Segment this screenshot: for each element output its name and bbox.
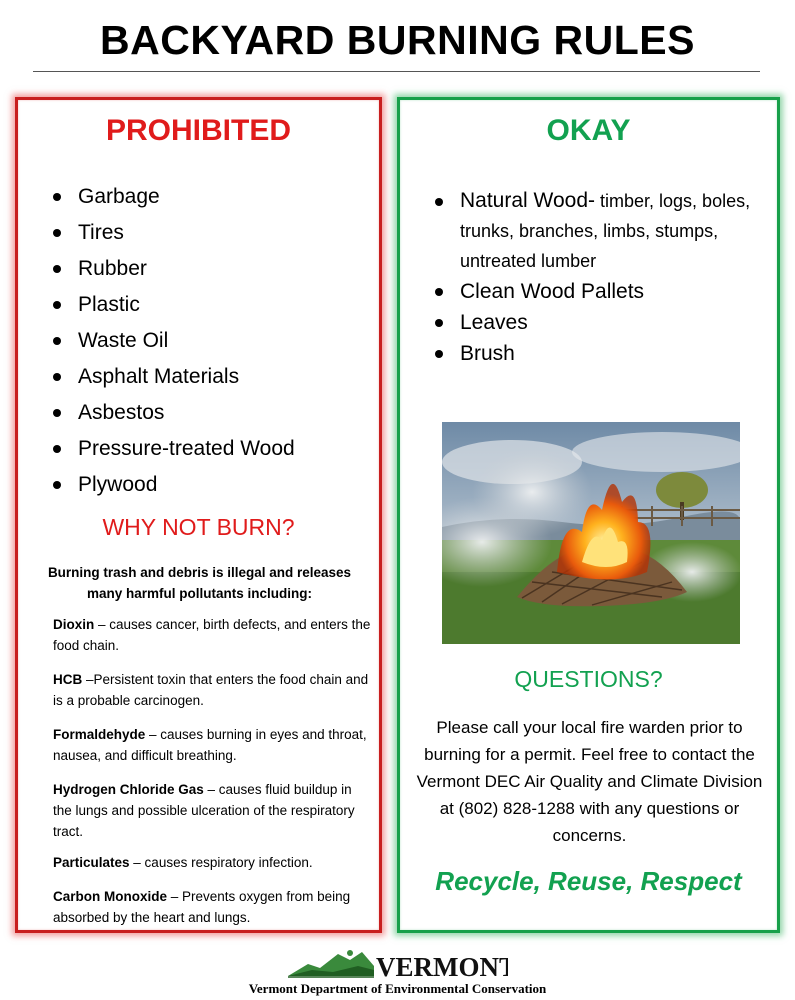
list-item xyxy=(434,307,774,338)
okay-panel xyxy=(397,97,780,933)
list-item xyxy=(434,276,774,307)
list-item: Waste Oil xyxy=(52,323,295,359)
pollutant-carbon-monoxide xyxy=(53,886,373,928)
list-item: Garbage xyxy=(52,179,295,215)
list-item: Plastic xyxy=(52,287,295,323)
pollutant-formaldehyde xyxy=(53,724,373,766)
item-detail: timber, logs, boles, trunks, branches, limbs, stumps, untreated lumber xyxy=(460,191,751,271)
pollutant-desc: – causes cancer, birth defects, and enters the food chain. xyxy=(53,617,371,653)
title-divider xyxy=(33,71,760,72)
prohibited-heading: PROHIBITED xyxy=(105,114,291,147)
pollutant-name: Carbon Monoxide xyxy=(53,889,167,904)
item-main: Leaves xyxy=(460,311,528,334)
brush-fire-photo xyxy=(442,422,740,644)
list-item xyxy=(434,338,774,369)
list-item: Asphalt Materials xyxy=(52,359,295,395)
pollutant-name: HCB xyxy=(53,672,83,687)
list-item: Asbestos xyxy=(52,395,295,431)
pollutant-desc: – causes respiratory infection. xyxy=(129,855,313,870)
item-main: Brush xyxy=(460,342,515,365)
pollutant-dioxin xyxy=(53,614,373,656)
pollutant-hydrogen-chloride xyxy=(53,779,373,842)
footer-org-name: Vermont Department of Environmental Conservation xyxy=(248,981,547,996)
why-not-burn-heading: WHY NOT BURN? xyxy=(102,514,295,540)
item-main: Clean Wood Pallets xyxy=(460,280,645,303)
page-title: BACKYARD BURNING RULES xyxy=(100,17,695,63)
pollutant-name: Dioxin xyxy=(53,617,95,632)
questions-heading: QUESTIONS? xyxy=(514,666,663,692)
pollutant-name: Formaldehyde xyxy=(53,727,146,742)
pollutant-desc: – causes fluid buildup in the lungs and possible ulceration of the respiratory tract. xyxy=(53,782,355,839)
prohibited-panel xyxy=(15,97,382,933)
logo-text: VERMONT xyxy=(376,952,508,980)
pollutant-desc: – Prevents oxygen from being absorbed by the heart and lungs. xyxy=(53,889,351,925)
list-item: Plywood xyxy=(52,467,295,503)
vermont-logo xyxy=(288,946,508,980)
pollutant-name: Hydrogen Chloride Gas xyxy=(53,782,204,797)
prohibited-list xyxy=(52,179,295,503)
pollutant-name: Particulates xyxy=(53,855,130,870)
item-main: Natural Wood- xyxy=(460,189,596,212)
slogan: Recycle, Reuse, Respect xyxy=(435,866,742,896)
list-item xyxy=(434,186,774,276)
list-item: Tires xyxy=(52,215,295,251)
okay-list xyxy=(434,186,774,369)
questions-text: Please call your local fire warden prior to burning for a permit. Feel free to contact the Vermont DEC Air Quality and Climate Division at (802) 828-1288 with any questions or concerns. xyxy=(416,718,763,845)
pollutant-hcb xyxy=(53,669,373,711)
pollutant-desc: –Persistent toxin that enters the food chain and is a probable carcinogen. xyxy=(53,672,369,708)
list-item: Pressure-treated Wood xyxy=(52,431,295,467)
okay-heading: OKAY xyxy=(546,114,631,147)
pollutant-desc: – causes burning in eyes and throat, nausea, and difficult breathing. xyxy=(53,727,367,763)
list-item: Rubber xyxy=(52,251,295,287)
pollutant-particulates xyxy=(53,852,373,873)
why-not-burn-intro: Burning trash and debris is illegal and releases many harmful pollutants including: xyxy=(47,565,352,601)
